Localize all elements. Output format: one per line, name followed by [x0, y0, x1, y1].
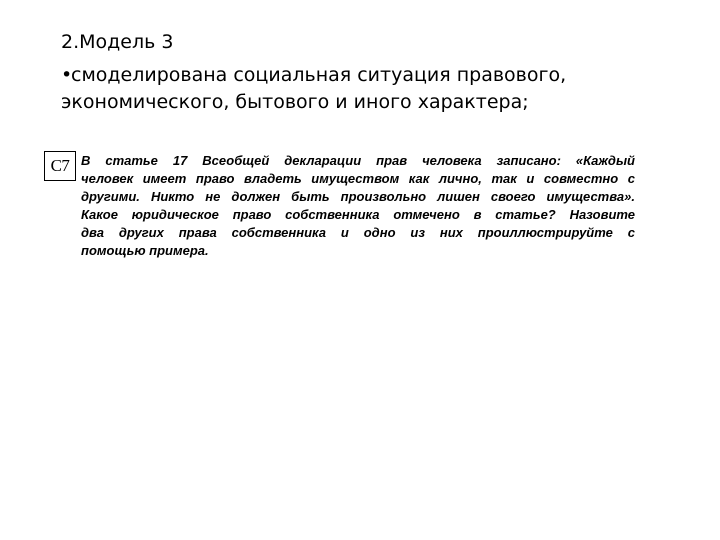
bullet-marker: • [61, 64, 73, 86]
bullet-item-line-1 [61, 62, 661, 89]
task-line-5: два других права собственника и одно из них проиллюстрируйте с [81, 225, 635, 240]
task-line-4: Какое юридическое право собственника отмечено в статье? Назовите [81, 207, 635, 222]
slide-title: 2.Модель 3 [61, 31, 174, 53]
bullet-item-line-2: экономического, бытового и иного характера; [61, 91, 529, 113]
task-line-2: человек имеет право владеть имуществом как лично, так и совместно с [81, 171, 635, 186]
task-number-box: С7 [44, 151, 76, 181]
task-text [81, 152, 635, 260]
task-line-6: помощью примера. [81, 243, 209, 258]
task-line-1: В статье 17 Всеобщей декларации прав человека записано: «Каждый [81, 153, 635, 168]
task-line-3: другими. Никто не должен быть произвольно лишен своего имущества». [81, 189, 635, 204]
bullet-list [61, 62, 661, 116]
bullet-text-1: смоделирована социальная ситуация правового, [71, 64, 567, 86]
